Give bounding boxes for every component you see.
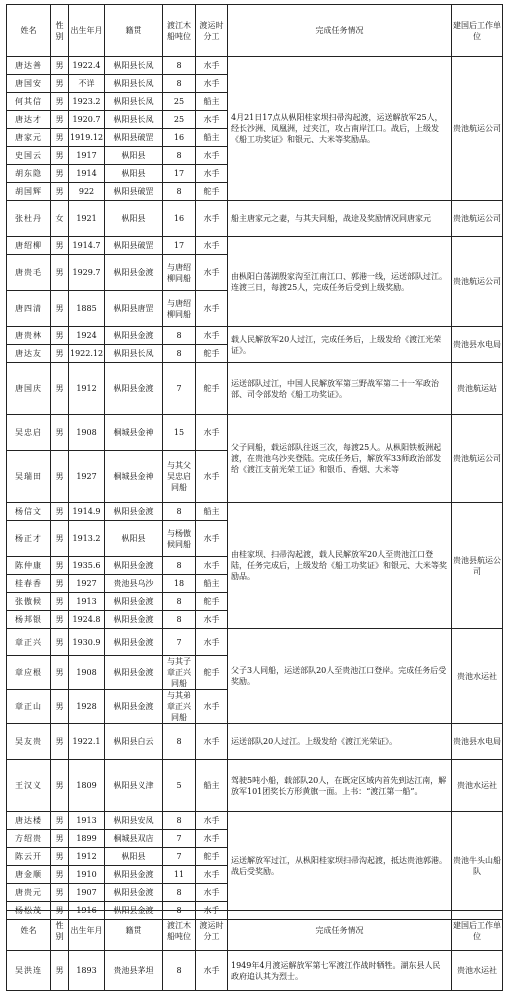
post-cell: 贵池航运站 [452,363,503,415]
boat-cell: 8 [163,183,196,201]
header-boat: 渡江木船吨位 [163,5,196,57]
birth-cell: 1921 [69,201,105,237]
name-cell: 陈云开 [7,848,51,866]
boat-cell: 8 [163,327,196,345]
continuation-table [6,910,503,991]
table-row [7,201,503,237]
native-cell: 枞阳县长凤 [105,93,163,111]
birth-cell: 1913 [69,593,105,611]
boat-cell: 17 [163,237,196,255]
ferry-cell: 水手 [196,57,228,75]
birth-cell: 1935.6 [69,557,105,575]
birth-cell: 1908 [69,656,105,690]
birth-cell: 1922.12 [69,345,105,363]
post-cell: 贵池水运社 [452,760,503,812]
boat-cell: 8 [163,557,196,575]
native-cell: 枞阳县义津 [105,760,163,812]
ferry-cell: 水手 [196,147,228,165]
native-cell: 枞阳县金渡 [105,884,163,902]
gender-cell: 男 [51,165,69,183]
boat-cell: 8 [163,951,196,991]
gender-cell: 男 [51,503,69,521]
header-native: 籍贯 [105,5,163,57]
native-cell: 枞阳县 [105,165,163,183]
ferry-boatmen-table [6,4,503,920]
native-cell: 枞阳县金渡 [105,656,163,690]
gender-cell: 男 [51,656,69,690]
native-cell: 枞阳县金渡 [105,629,163,656]
boat-cell: 8 [163,345,196,363]
name-cell: 吴瑞田 [7,451,51,503]
table-row [7,237,503,255]
boat-cell: 与其父吴忠启同船 [163,451,196,503]
name-cell: 章正兴 [7,629,51,656]
name-cell: 唐达友 [7,345,51,363]
header-name: 姓名 [7,5,51,57]
native-cell: 枞阳县金渡 [105,690,163,724]
gender-cell: 男 [51,255,69,291]
name-cell: 唐国庆 [7,363,51,415]
gender-cell: 男 [51,345,69,363]
name-cell: 史国云 [7,147,51,165]
native-cell: 枞阳县金渡 [105,557,163,575]
boat-cell: 25 [163,111,196,129]
native-cell: 枞阳县金渡 [105,611,163,629]
task-cell: 1949年4月渡运解放军第七军渡江作战时牺牲。湖东县人民政府追认其为烈士。 [228,951,452,991]
boat-cell: 8 [163,884,196,902]
table-row [7,760,503,812]
birth-cell: 1924 [69,327,105,345]
birth-cell: 1914 [69,165,105,183]
ferry-cell: 水手 [196,521,228,557]
ferry-cell: 水手 [196,724,228,760]
native-cell: 枞阳县长凤 [105,111,163,129]
birth-cell: 1923.2 [69,93,105,111]
name-cell: 唐金顺 [7,866,51,884]
birth-cell: 1930.9 [69,629,105,656]
boat-cell: 8 [163,57,196,75]
ferry-cell: 水手 [196,291,228,327]
birth-cell: 1917 [69,147,105,165]
gender-cell: 男 [51,690,69,724]
task-cell: 父子3人同船，运送部队20人至贵池江口登岸。完成任务后受奖励。 [228,629,452,724]
boat-cell: 25 [163,93,196,111]
boat-cell: 17 [163,165,196,183]
native-cell: 枞阳县金渡 [105,902,163,920]
name-cell: 唐贵元 [7,884,51,902]
ferry-cell: 水手 [196,951,228,991]
birth-cell: 1928 [69,690,105,724]
name-cell: 桂春香 [7,575,51,593]
ferry-cell: 船主 [196,760,228,812]
name-cell: 章应根 [7,656,51,690]
name-cell: 唐绍柳 [7,237,51,255]
name-cell: 唐达善 [7,57,51,75]
task-cell: 父子同船，载运部队往返三次，每渡25人。从枞阳铁板洲起渡，在贵池乌沙夹登陆。完成任务后，解放军33师政治部发给《渡江支前光荣工证》和银币、香烟、大米等 [228,415,452,503]
boat-cell: 8 [163,812,196,830]
task-cell: 运送部队过江，中国人民解放军第三野战军第二十一军政治部、司令部发给《船工功奖证》。 [228,363,452,415]
gender-cell: 男 [51,363,69,415]
gender-cell: 男 [51,866,69,884]
gender-cell: 男 [51,291,69,327]
native-cell: 贵池县乌沙 [105,575,163,593]
birth-cell: 1913.2 [69,521,105,557]
post-cell: 贵池航运公司 [452,57,503,201]
ferry-cell: 舵手 [196,183,228,201]
gender-cell: 男 [51,57,69,75]
native-cell: 枞阳县破罡 [105,129,163,147]
table-row [7,629,503,656]
header-post: 建国后工作单位 [452,911,503,951]
native-cell: 枞阳县金渡 [105,327,163,345]
gender-cell: 男 [51,451,69,503]
native-cell: 枞阳县破罡 [105,183,163,201]
table-header-row [7,911,503,951]
birth-cell: 1914.9 [69,503,105,521]
native-cell: 枞阳县金渡 [105,255,163,291]
gender-cell: 男 [51,575,69,593]
birth-cell: 1920.7 [69,111,105,129]
header-ferry: 渡运时分工 [196,5,228,57]
birth-cell: 1914.7 [69,237,105,255]
ferry-cell: 水手 [196,237,228,255]
birth-cell: 1929.7 [69,255,105,291]
birth-cell: 1908 [69,415,105,451]
birth-cell: 1913 [69,812,105,830]
name-cell: 陈仲康 [7,557,51,575]
gender-cell: 男 [51,521,69,557]
header-birth: 出生年月 [69,5,105,57]
task-cell: 运送解放军过江，从枞阳桂家坝扫帚沟起渡，抵达贵池郭港。战后受奖励。 [228,812,452,920]
name-cell: 何其信 [7,93,51,111]
task-cell: 由枞阳白荡湖殷家沟至江南江口、郭港一线，运送部队过江。连渡三日，每渡25人，完成任务后受到上级奖励。 [228,237,452,327]
boat-cell: 5 [163,760,196,812]
gender-cell: 男 [51,951,69,991]
header-birth: 出生年月 [69,911,105,951]
ferry-cell: 水手 [196,629,228,656]
post-cell: 贵池水运社 [452,629,503,724]
gender-cell: 男 [51,183,69,201]
gender-cell: 男 [51,812,69,830]
boat-cell: 与唐绍柳同船 [163,291,196,327]
name-cell: 方绍贵 [7,830,51,848]
birth-cell: 922 [69,183,105,201]
table-row [7,951,503,991]
boat-cell: 11 [163,866,196,884]
name-cell: 张傲候 [7,593,51,611]
ferry-cell: 水手 [196,255,228,291]
birth-cell: 1922.1 [69,724,105,760]
native-cell: 贵池县茅坦 [105,951,163,991]
boat-cell: 8 [163,593,196,611]
gender-cell: 男 [51,237,69,255]
name-cell: 唐国安 [7,75,51,93]
table-row [7,57,503,75]
native-cell: 枞阳县 [105,147,163,165]
native-cell: 枞阳县金渡 [105,503,163,521]
native-cell: 枞阳县长凤 [105,57,163,75]
post-cell: 贵池牛头山船队 [452,812,503,920]
name-cell: 吴忠启 [7,415,51,451]
name-cell: 章正山 [7,690,51,724]
boat-cell: 与唐绍柳同船 [163,255,196,291]
gender-cell: 男 [51,830,69,848]
name-cell: 唐达才 [7,111,51,129]
native-cell: 枞阳县 [105,848,163,866]
name-cell: 杨信文 [7,503,51,521]
gender-cell: 男 [51,629,69,656]
ferry-cell: 水手 [196,611,228,629]
birth-cell: 1910 [69,866,105,884]
gender-cell: 男 [51,415,69,451]
boat-cell: 7 [163,363,196,415]
gender-cell: 男 [51,884,69,902]
header-task: 完成任务情况 [228,911,452,951]
gender-cell: 男 [51,724,69,760]
gender-cell: 男 [51,93,69,111]
ferry-cell: 水手 [196,830,228,848]
ferry-cell: 船主 [196,129,228,147]
birth-cell: 1919.12 [69,129,105,147]
task-cell: 运送部队20人过江。上级发给《渡江光荣证》。 [228,724,452,760]
header-task: 完成任务情况 [228,5,452,57]
boat-cell: 7 [163,848,196,866]
birth-cell: 1907 [69,884,105,902]
post-cell: 贵池水运社 [452,951,503,991]
gender-cell: 男 [51,147,69,165]
name-cell: 张杜丹 [7,201,51,237]
native-cell: 枞阳县 [105,521,163,557]
ferry-cell: 水手 [196,557,228,575]
name-cell: 吴洪连 [7,951,51,991]
boat-cell: 7 [163,629,196,656]
ferry-cell: 水手 [196,327,228,345]
birth-cell: 1924.8 [69,611,105,629]
ferry-cell: 水手 [196,75,228,93]
table-row [7,415,503,451]
ferry-cell: 水手 [196,201,228,237]
boat-cell: 8 [163,75,196,93]
header-post: 建国后工作单位 [452,5,503,57]
ferry-cell: 舵手 [196,363,228,415]
ferry-cell: 水手 [196,451,228,503]
birth-cell: 1893 [69,951,105,991]
header-native: 籍贯 [105,911,163,951]
boat-cell: 与其子章正兴同船 [163,656,196,690]
native-cell: 枞阳县安凤 [105,812,163,830]
name-cell: 唐达楼 [7,812,51,830]
table-row [7,327,503,345]
header-boat: 渡江木船吨位 [163,911,196,951]
birth-cell: 1922.4 [69,57,105,75]
name-cell: 唐四清 [7,291,51,327]
gender-cell: 男 [51,760,69,812]
birth-cell: 不详 [69,75,105,93]
gender-cell: 男 [51,902,69,920]
ferry-cell: 舵手 [196,848,228,866]
birth-cell: 1927 [69,575,105,593]
boat-cell: 与其弟章正兴同船 [163,690,196,724]
name-cell: 唐家元 [7,129,51,147]
gender-cell: 男 [51,75,69,93]
native-cell: 桐城县金神 [105,415,163,451]
birth-cell: 1899 [69,830,105,848]
gender-cell: 男 [51,557,69,575]
task-cell: 载人民解放军20人过江，完成任务后，上级发给《渡江光荣证》。 [228,327,452,363]
post-cell: 贵池航运公司 [452,201,503,237]
post-cell: 贵池航运公司 [452,237,503,327]
task-cell: 驾驶5吨小船，载部队20人，在既定区域内首先到达江南，解放军101团奖长方形黄旗一面。上书：“渡江第一船”。 [228,760,452,812]
name-cell: 胡东隐 [7,165,51,183]
boat-cell: 7 [163,830,196,848]
ferry-cell: 水手 [196,884,228,902]
native-cell: 枞阳县白云 [105,724,163,760]
gender-cell: 男 [51,848,69,866]
ferry-cell: 舵手 [196,593,228,611]
birth-cell: 1809 [69,760,105,812]
task-cell: 船主唐家元之妻，与其夫同船，战途及奖励情况同唐家元 [228,201,452,237]
gender-cell: 男 [51,327,69,345]
birth-cell: 1912 [69,363,105,415]
name-cell: 胡国辉 [7,183,51,201]
post-cell: 贵池县航运公司 [452,503,503,629]
post-cell: 贵池县水电局 [452,327,503,363]
boat-cell: 8 [163,902,196,920]
ferry-cell: 水手 [196,902,228,920]
boat-cell: 15 [163,415,196,451]
boat-cell: 16 [163,129,196,147]
ferry-cell: 船主 [196,575,228,593]
native-cell: 枞阳县 [105,201,163,237]
header-gender: 性别 [51,5,69,57]
ferry-cell: 水手 [196,111,228,129]
boat-cell: 16 [163,201,196,237]
native-cell: 枞阳县金渡 [105,866,163,884]
native-cell: 桐城县双店 [105,830,163,848]
ferry-cell: 水手 [196,866,228,884]
boat-cell: 与杨傲候同船 [163,521,196,557]
ferry-cell: 舵手 [196,345,228,363]
native-cell: 枞阳县唐罡 [105,291,163,327]
table-row [7,724,503,760]
name-cell: 王汉义 [7,760,51,812]
name-cell: 唐贵毛 [7,255,51,291]
native-cell: 枞阳县长凤 [105,345,163,363]
birth-cell: 1885 [69,291,105,327]
native-cell: 枞阳县金渡 [105,363,163,415]
birth-cell: 1916 [69,902,105,920]
native-cell: 桐城县金神 [105,451,163,503]
table-row [7,363,503,415]
header-gender: 性别 [51,911,69,951]
name-cell: 杨邦银 [7,611,51,629]
name-cell: 杨正才 [7,521,51,557]
task-cell: 4月21日17点从枞阳桂家坝扫帚沟起渡，运送解放军25人，经长沙洲、凤凰洲，过夹江，攻占南岸江口。战后，上级发《船工功奖证》和银元、大米等奖励品。 [228,57,452,201]
task-cell: 由桂家坝、扫帚沟起渡，载人民解放军20人至贵池江口登陆，任务完成后，上级发给《船工功奖证》和银元、大米等奖励品。 [228,503,452,629]
table-row [7,812,503,830]
post-cell: 贵池县水电局 [452,724,503,760]
ferry-cell: 水手 [196,690,228,724]
name-cell: 杨松茂 [7,902,51,920]
boat-cell: 8 [163,503,196,521]
gender-cell: 女 [51,201,69,237]
boat-cell: 8 [163,611,196,629]
post-cell: 贵池航运公司 [452,415,503,503]
ferry-cell: 水手 [196,165,228,183]
ferry-cell: 舵手 [196,656,228,690]
ferry-cell: 船主 [196,93,228,111]
boat-cell: 8 [163,724,196,760]
gender-cell: 男 [51,593,69,611]
ferry-cell: 水手 [196,812,228,830]
table-header-row [7,5,503,57]
gender-cell: 男 [51,129,69,147]
table-row [7,503,503,521]
ferry-cell: 水手 [196,415,228,451]
gender-cell: 男 [51,111,69,129]
header-ferry: 渡运时分工 [196,911,228,951]
boat-cell: 18 [163,575,196,593]
native-cell: 枞阳县长凤 [105,75,163,93]
header-name: 姓名 [7,911,51,951]
ferry-cell: 船主 [196,503,228,521]
native-cell: 枞阳县破罡 [105,237,163,255]
birth-cell: 1912 [69,848,105,866]
birth-cell: 1927 [69,451,105,503]
name-cell: 吴友贵 [7,724,51,760]
name-cell: 唐贵林 [7,327,51,345]
native-cell: 枞阳县金渡 [105,593,163,611]
gender-cell: 男 [51,611,69,629]
boat-cell: 8 [163,147,196,165]
